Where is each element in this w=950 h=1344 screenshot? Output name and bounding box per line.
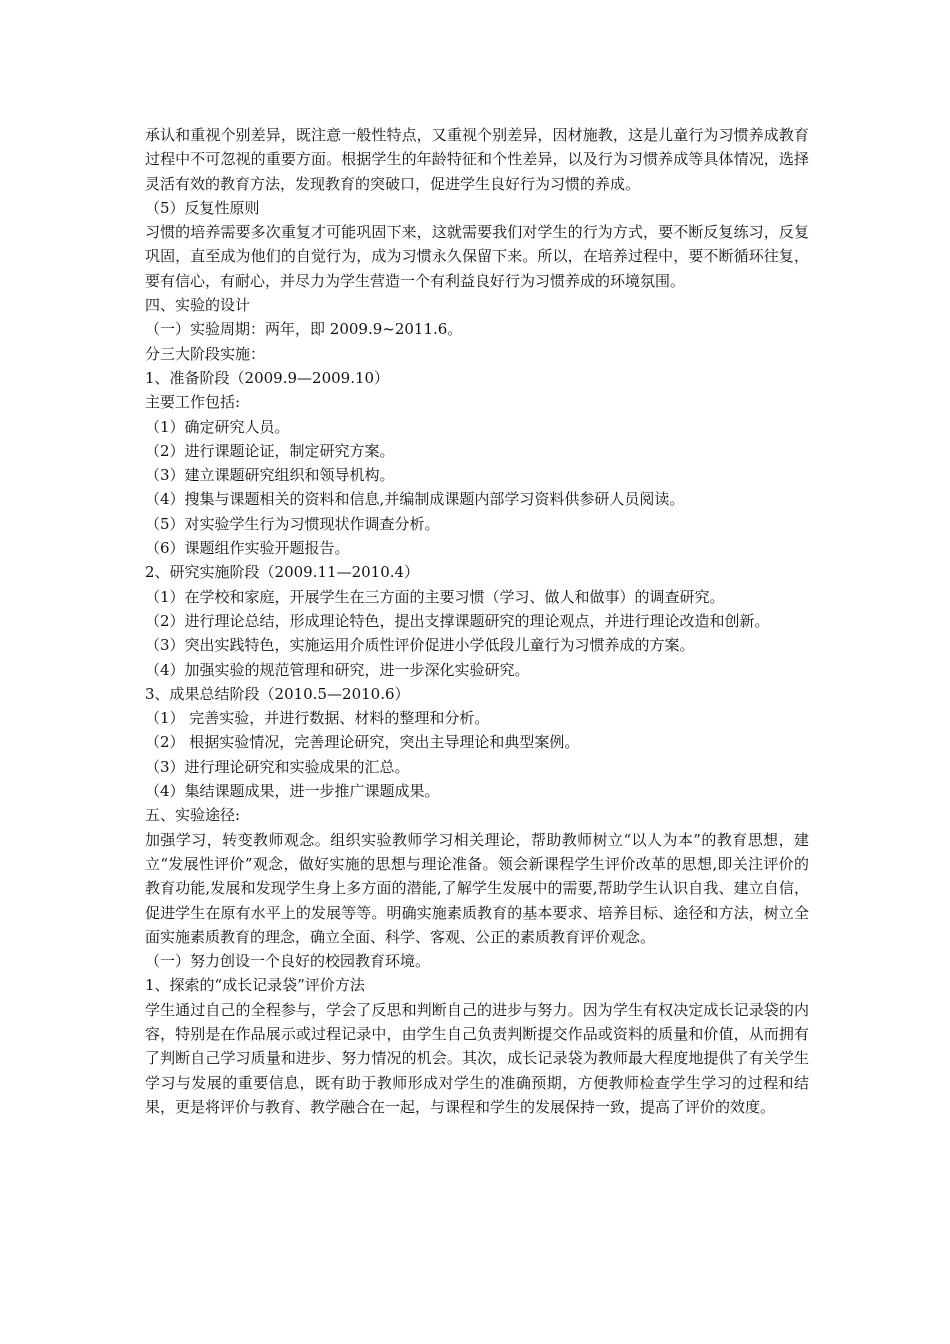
heading-repetition-principle: （5）反复性原则 <box>145 198 260 217</box>
section-heading-experiment-approach: 五、实验途径: <box>145 806 241 825</box>
stage-1-main-work: 主要工作包括: <box>145 393 241 412</box>
stage-3-heading: 3、成果总结阶段（2010.5—2010.6） <box>145 684 410 703</box>
list-item: （3）进行理论研究和实验成果的汇总。 <box>145 757 410 776</box>
list-item: （3）突出实践特色，实施运用介质性评价促进小学低段儿童行为习惯养成的方案。 <box>145 636 695 655</box>
subsection-growth-portfolio: 1、探索的“成长记录袋”评价方法 <box>145 976 365 995</box>
experiment-period: （一）实验周期：两年，即 2009.9~2011.6。 <box>145 320 463 339</box>
list-item: （4）搜集与课题相关的资料和信息,并编制成课题内部学习资料供参研人员阅读。 <box>145 490 685 509</box>
list-item: （5）对实验学生行为习惯现状作调查分析。 <box>145 514 440 533</box>
list-item: （1）在学校和家庭，开展学生在三方面的主要习惯（学习、做人和做事）的调查研究。 <box>145 587 725 606</box>
list-item: （1）确定研究人员。 <box>145 417 290 436</box>
stage-1-heading: 1、准备阶段（2009.9—2009.10） <box>145 368 390 387</box>
list-item: （4）集结课题成果，进一步推广课题成果。 <box>145 782 440 801</box>
three-stages-intro: 分三大阶段实施： <box>145 344 266 363</box>
section-heading-experiment-design: 四、实验的设计 <box>145 296 251 315</box>
list-item: （2） 根据实验情况，完善理论研究，突出主导理论和典型案例。 <box>145 733 580 752</box>
list-item: （6）课题组作实验开题报告。 <box>145 539 350 558</box>
paragraph-growth-portfolio: 学生通过自己的全程参与，学会了反思和判断自己的进步与努力。因为学生有权决定成长记录袋的内容，特别是在作品展示或过程记录中，由学生自己负责判断提交作品或资料的质量和价值，从而拥有了判断自己学习质量和进步、努力情况的机会。其次，成长记录袋为教师最大程度地提供了有关学生学习与发展的重要信息，既有助于教师形成对学生的准确预期，方便教师检查学生学习的过程和结果，更是将评价与教育、教学融合在一起，与课程和学生的发展保持一致，提高了评价的效度。 <box>145 1000 809 1116</box>
document-body <box>145 123 809 1119</box>
list-item: （3）建立课题研究组织和领导机构。 <box>145 466 395 485</box>
stage-2-heading: 2、研究实施阶段（2009.11—2010.4） <box>145 563 420 582</box>
list-item: （4）加强实验的规范管理和研究，进一步深化实验研究。 <box>145 660 530 679</box>
paragraph-teacher-learning: 加强学习，转变教师观念。组织实验教师学习相关理论，帮助教师树立“以人为本”的教育思想，建立“发展性评价”观念，做好实施的思想与理论准备。领会新课程学生评价改革的思想,即关注评价的教育功能,发展和发现学生身上多方面的潜能,了解学生发展中的需要,帮助学生认识自我、建立自信，促进学生在原有水平上的发展等等。明确实施素质教育的基本要求、培养目标、途径和方法，树立全面实施素质教育的理念，确立全面、科学、客观、公正的素质教育评价观念。 <box>145 830 809 946</box>
paragraph-repetition: 习惯的培养需要多次重复才可能巩固下来，这就需要我们对学生的行为方式，要不断反复练习，反复巩固，直至成为他们的自觉行为，成为习惯永久保留下来。所以，在培养过程中，要不断循环往复，要有信心，有耐心，并尽力为学生营造一个有利益良好行为习惯养成的环境氛围。 <box>145 223 809 290</box>
list-item: （1） 完善实验，并进行数据、材料的整理和分析。 <box>145 709 490 728</box>
list-item: （2）进行课题论证，制定研究方案。 <box>145 441 395 460</box>
subsection-campus-environment: （一）努力创设一个良好的校园教育环境。 <box>145 952 431 971</box>
paragraph-individual-differences: 承认和重视个别差异，既注意一般性特点，又重视个别差异，因材施教，这是儿童行为习惯养成教育过程中不可忽视的重要方面。根据学生的年龄特征和个性差异，以及行为习惯养成等具体情况，选择灵活有效的教育方法，发现教育的突破口，促进学生良好行为习惯的养成。 <box>145 126 809 193</box>
list-item: （2）进行理论总结，形成理论特色，提出支撑课题研究的理论观点，并进行理论改造和创新。 <box>145 611 770 630</box>
